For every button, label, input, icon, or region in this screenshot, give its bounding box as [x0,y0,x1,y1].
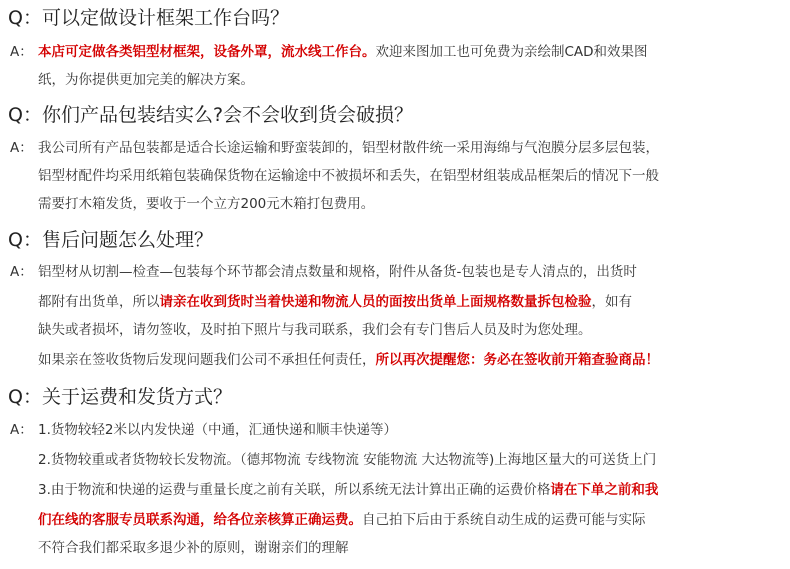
faq-answer-4-line-4-highlight: 们在线的客服专员联系沟通，给各位亲核算正确运费。 [38,512,362,528]
faq-answer-2-line-1 [38,138,659,158]
faq-answer-1-line-1 [38,42,648,62]
faq-answer-3-line-2-tail: ，如有 [591,294,632,310]
faq-answer-4-line-3-highlight: 请在下单之前和我 [550,482,659,498]
faq-answer-4-line-1-text: 1.货物较轻2米以内发快递（中通，汇通快递和顺丰快递等） [38,422,397,438]
faq-question-1: Q：可以定做设计框架工作台吗？ [8,7,289,29]
faq-answer-2-line-2-text: 铝型材配件均采用纸箱包装确保货物在运输途中不被损坏和丢失，在铝型材组装成品框架后的情况下一般 [38,168,659,184]
faq-answer-1-line-1-text: 欢迎来图加工也可免费为亲绘制CAD和效果图 [375,44,648,60]
faq-answer-4-prefix: A： [10,422,33,438]
faq-answer-3-line-3-text: 缺失或者损坏，请勿签收，及时拍下照片与我司联系，我们会有专门售后人员及时为您处理。 [38,322,592,338]
faq-answer-4-line-3 [38,480,658,500]
faq-answer-1-line-2-text: 纸，为你提供更加完美的解决方案。 [38,72,254,88]
faq-answer-4-line-5 [38,538,349,558]
faq-answer-4-line-4 [38,510,646,530]
faq-answer-2-prefix: A： [10,140,33,156]
faq-question-4: Q：关于运费和发货方式？ [8,386,232,408]
faq-answer-3-line-4 [38,350,659,370]
faq-answer-3-line-3 [38,320,592,340]
faq-question-3: Q：售后问题怎么处理？ [8,229,213,251]
faq-answer-4-line-3-text: 3.由于物流和快递的运费与重量长度之前有关联，所以系统无法计算出正确的运费价格 [38,482,551,498]
faq-answer-3-line-4-highlight: 所以再次提醒您：务必在签收前开箱查验商品！ [375,352,659,368]
faq-answer-4-line-4-text: 自己拍下后由于系统自动生成的运费可能与实际 [362,512,646,528]
faq-answer-3-line-2-text: 都附有出货单，所以 [38,294,160,310]
faq-question-2: Q：你们产品包装结实么?会不会收到货会破损？ [8,104,414,126]
faq-answer-3-line-4-text: 如果亲在签收货物后发现问题我们公司不承担任何责任， [38,352,376,368]
faq-answer-3-line-1-text: 铝型材从切割—检查—包装每个环节都会清点数量和规格，附件从备货-包装也是专人清点的，出货时 [38,264,637,280]
faq-answer-2-line-3 [38,194,374,214]
faq-answer-2-line-2 [38,166,659,186]
faq-answer-4-line-2-text: 2.货物较重或者货物较长发物流。（德邦物流 专线物流 安能物流 大达物流等)上海地区量大的可送货上门 [38,452,657,468]
faq-answer-2-line-1-text: 我公司所有产品包装都是适合长途运输和野蛮装卸的，铝型材散件统一采用海绵与气泡膜分层多层包装， [38,140,659,156]
faq-answer-4-line-2 [38,450,656,470]
faq-answer-3-line-1 [38,262,637,282]
faq-answer-3-prefix: A： [10,264,33,280]
faq-answer-1-line-1-highlight: 本店可定做各类铝型材框架，设备外罩，流水线工作台。 [38,44,376,60]
faq-answer-2-line-3-text: 需要打木箱发货，要收于一个立方200元木箱打包费用。 [38,196,375,212]
faq-answer-3-line-2-highlight: 请亲在收到货时当着快递和物流人员的面按出货单上面规格数量拆包检验 [159,294,592,310]
faq-answer-4-line-5-text: 不符合我们都采取多退少补的原则，谢谢亲们的理解 [38,540,349,556]
faq-answer-1-prefix: A： [10,44,33,60]
faq-answer-3-line-2 [38,292,632,312]
faq-answer-1-line-2 [38,70,254,90]
faq-answer-4-line-1 [38,420,397,440]
